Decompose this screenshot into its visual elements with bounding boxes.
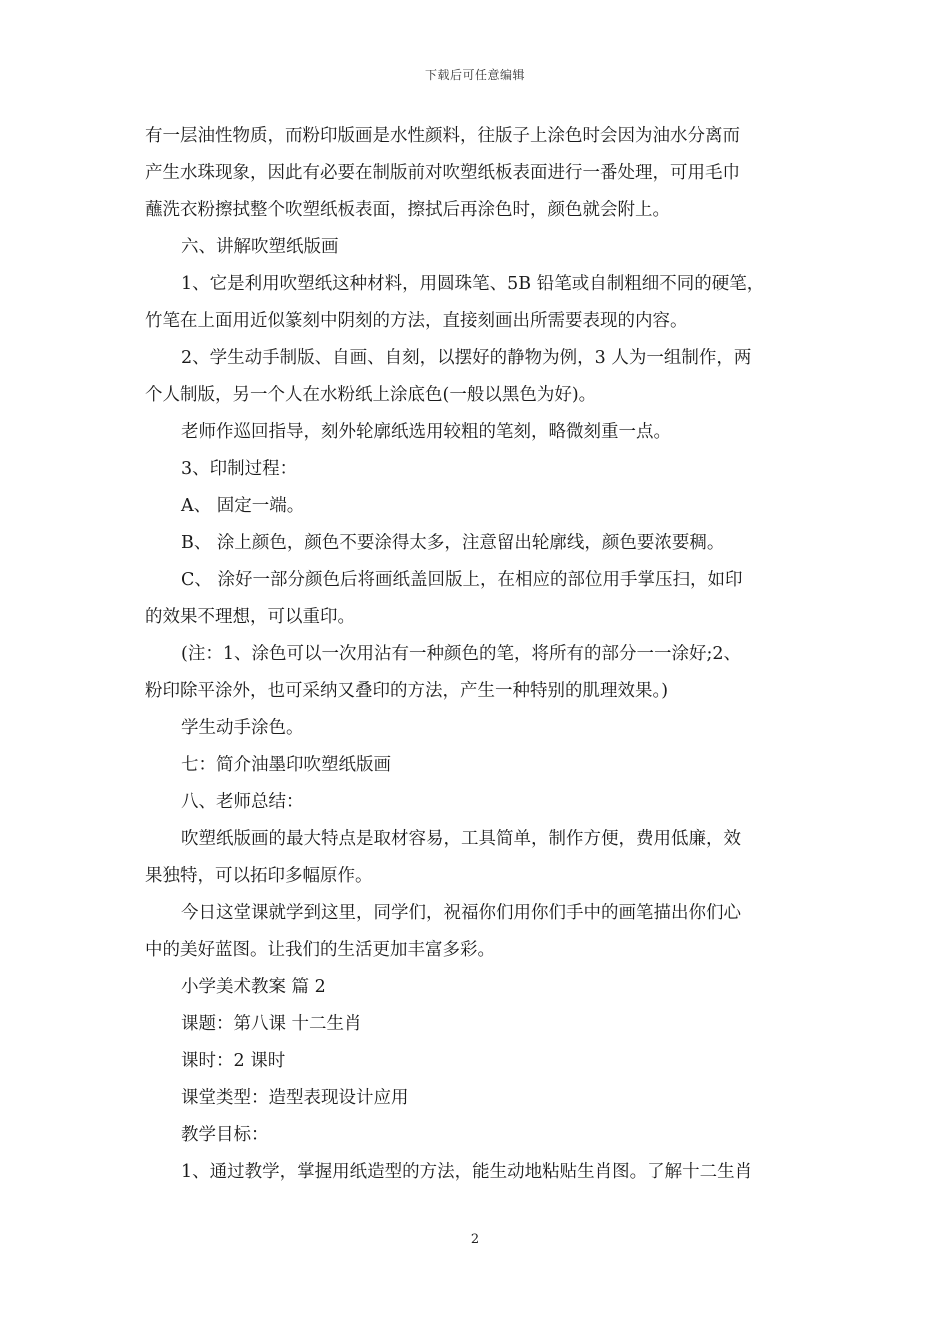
text-line: (注：1、涂色可以一次用沾有一种颜色的笔，将所有的部分一一涂好;2、 — [181, 644, 741, 664]
page-number: 2 — [470, 1232, 480, 1247]
text-line: 七：简介油墨印吹塑纸版画 — [181, 755, 391, 775]
text-line: 教学目标： — [181, 1125, 269, 1145]
text-line: 1、它是利用吹塑纸这种材料，用圆珠笔、5B 铅笔或自制粗细不同的硬笔， — [181, 274, 765, 294]
text-line: 2、学生动手制版、自画、自刻，以摆好的静物为例，3 人为一组制作，两 — [181, 348, 752, 368]
text-line: 粉印除平涂外，也可采纳又叠印的方法，产生一种特别的肌理效果。) — [145, 681, 669, 701]
text-line: 3、印制过程： — [181, 459, 298, 479]
text-line: B、 涂上颜色，颜色不要涂得太多，注意留出轮廓线，颜色要浓要稠。 — [181, 533, 725, 553]
text-line: 小学美术教案 篇 2 — [181, 977, 326, 997]
text-line: 课时：2 课时 — [181, 1051, 286, 1071]
text-line: 竹笔在上面用近似篆刻中阴刻的方法，直接刻画出所需要表现的内容。 — [145, 311, 688, 331]
text-line: 个人制版，另一个人在水粉纸上涂底色(一般以黑色为好)。 — [145, 385, 597, 405]
text-line: 蘸洗衣粉擦拭整个吹塑纸板表面，擦拭后再涂色时，颜色就会附上。 — [145, 200, 670, 220]
text-line: 老师作巡回指导，刻外轮廓纸选用较粗的笔刻，略微刻重一点。 — [181, 422, 671, 442]
text-line: 果独特，可以拓印多幅原作。 — [145, 866, 373, 886]
document-body — [145, 118, 813, 1191]
text-line: 学生动手涂色。 — [181, 718, 304, 738]
text-line: 课堂类型：造型表现设计应用 — [181, 1088, 409, 1108]
text-line: C、 涂好一部分颜色后将画纸盖回版上，在相应的部位用手掌压扫，如印 — [181, 570, 743, 590]
page-header: 下载后可任意编辑 — [424, 68, 525, 82]
text-line: 吹塑纸版画的最大特点是取材容易，工具简单，制作方便，费用低廉，效 — [181, 829, 741, 849]
text-line: 有一层油性物质，而粉印版画是水性颜料，往版子上涂色时会因为油水分离而 — [145, 126, 740, 146]
text-line: 的效果不理想，可以重印。 — [145, 607, 355, 627]
text-line: 六、讲解吹塑纸版画 — [181, 237, 339, 257]
text-line: 1、通过教学，掌握用纸造型的方法，能生动地粘贴生肖图。了解十二生肖 — [181, 1162, 753, 1182]
text-line: 课题：第八课 十二生肖 — [181, 1014, 362, 1034]
text-line: 今日这堂课就学到这里，同学们，祝福你们用你们手中的画笔描出你们心 — [181, 903, 741, 923]
text-line: 八、老师总结： — [181, 792, 304, 812]
text-line: A、 固定一端。 — [181, 496, 305, 516]
text-line: 产生水珠现象，因此有必要在制版前对吹塑纸板表面进行一番处理，可用毛巾 — [145, 163, 740, 183]
text-line: 中的美好蓝图。让我们的生活更加丰富多彩。 — [145, 940, 495, 960]
